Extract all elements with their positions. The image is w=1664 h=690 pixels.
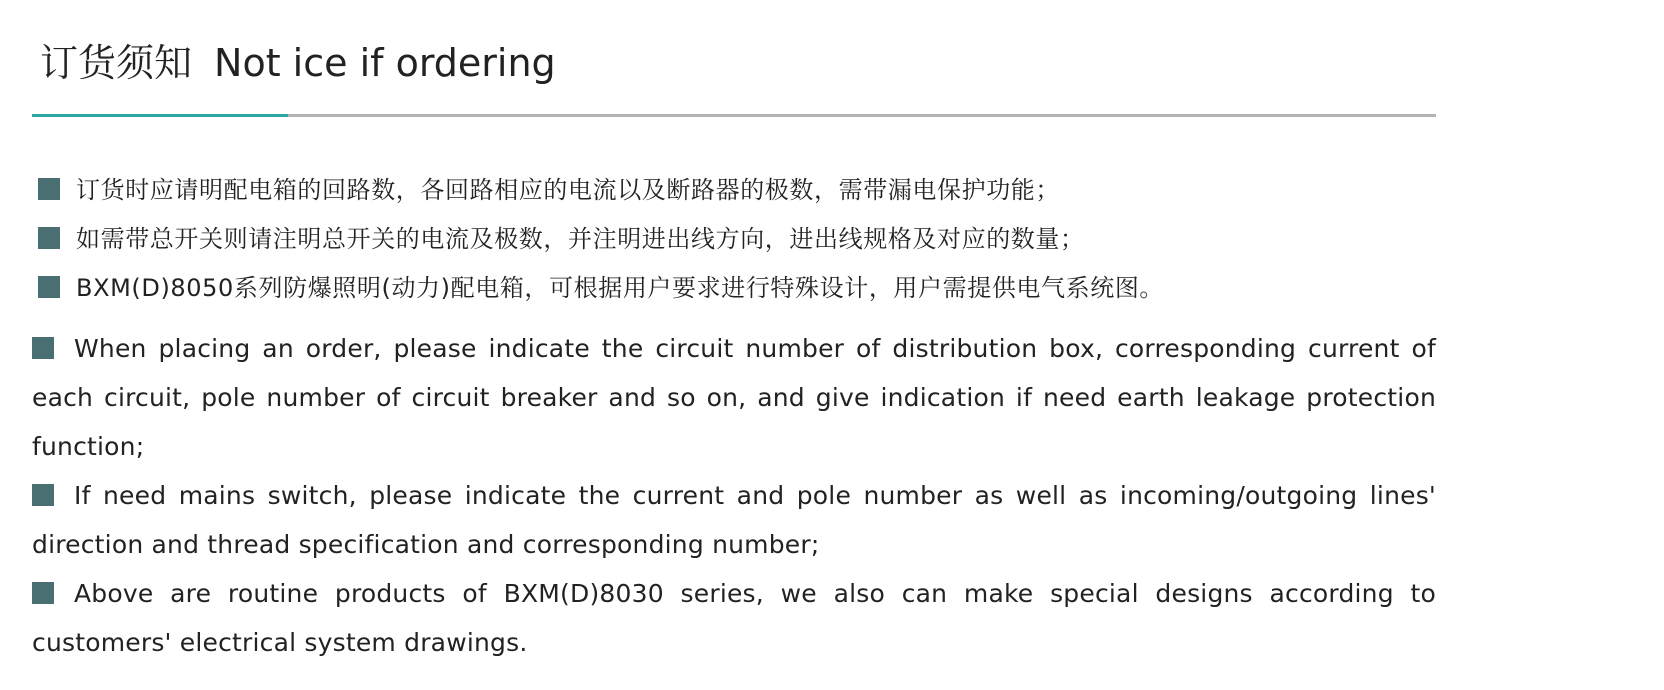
english-notice-text: Above are routine products of BXM(D)8030 series, we also can make special designs according to customers' electrical system drawings. — [32, 579, 1436, 657]
chinese-notice-text: 订货时应请明配电箱的回路数，各回路相应的电流以及断路器的极数，需带漏电保护功能； — [76, 176, 1060, 204]
chinese-notice-text: 如需带总开关则请注明总开关的电流及极数，并注明进出线方向，进出线规格及对应的数量； — [76, 225, 1085, 253]
square-bullet-icon — [38, 178, 60, 200]
chinese-notice-item — [38, 166, 1458, 215]
header-accent-bar — [32, 114, 288, 117]
english-notice-item — [32, 569, 1436, 667]
square-bullet-icon — [38, 276, 60, 298]
section-title-en: Not ice if ordering — [214, 41, 556, 85]
english-notice-item — [32, 471, 1436, 569]
square-bullet-icon — [38, 227, 60, 249]
square-bullet-icon — [32, 337, 54, 359]
english-notice-item — [32, 324, 1436, 471]
chinese-notice-item — [38, 264, 1458, 313]
english-notice-text: When placing an order, please indicate the circuit number of distribution box, corresponding current of each circuit, pole number of circuit breaker and so on, and give indication if need earth leakage protection function; — [32, 334, 1436, 461]
square-bullet-icon — [32, 484, 54, 506]
chinese-notice-list — [38, 166, 1458, 313]
section-title-zh: 订货须知 — [40, 41, 193, 85]
square-bullet-icon — [32, 582, 54, 604]
english-notice-list — [32, 324, 1436, 667]
chinese-notice-text: BXM(D)8050系列防爆照明(动力)配电箱，可根据用户要求进行特殊设计，用户需提供电气系统图。 — [76, 274, 1165, 302]
english-notice-text: If need mains switch, please indicate the current and pole number as well as incoming/outgoing lines' direction and thread specification and corresponding number; — [32, 481, 1436, 559]
chinese-notice-item — [38, 215, 1458, 264]
section-header — [40, 38, 556, 88]
